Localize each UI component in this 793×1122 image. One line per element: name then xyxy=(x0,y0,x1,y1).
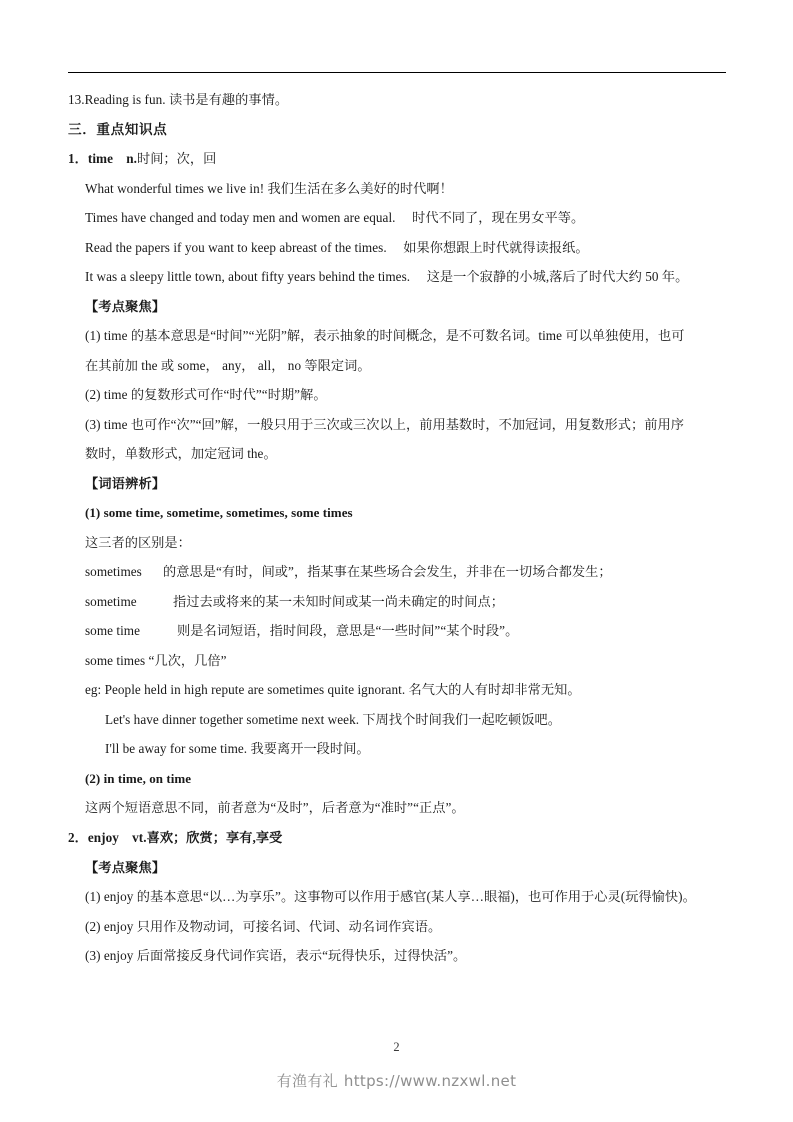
focus-line: 数时，单数形式，加定冠词 the。 xyxy=(85,446,277,461)
focus-line: (3) time 也可作“次”“回”解，一般只用于三次或三次以上，前用基数时，不加冠词，用复数形式；前用序 xyxy=(85,416,684,432)
entry-head-time xyxy=(0,151,793,166)
entry-head-enjoy xyxy=(0,830,793,845)
eg-line: Let's have dinner together sometime next week. 下周找个时间我们一起吃顿饭吧。 xyxy=(105,711,561,727)
page-number: 2 xyxy=(393,1040,400,1054)
list-item-13: 13.Reading is fun. 读书是有趣的事情。 xyxy=(68,92,289,107)
compare-desc: 的意思是“有时，间或”，指某事在某些场合会发生，并非在一切场合都发生； xyxy=(163,564,612,579)
example-sentence: Times have changed and today men and women are equal. 时代不同了，现在男女平等。 xyxy=(85,210,585,225)
watermark-url: https://www.nzxwl.net xyxy=(343,1072,517,1090)
entry-term: 2．enjoy vt. xyxy=(68,829,147,845)
watermark-brand: 有渔有礼 xyxy=(276,1072,338,1090)
entry-gloss: 时间；次，回 xyxy=(136,150,217,166)
compare-intro: 这三者的区别是： xyxy=(85,534,191,550)
compare-term: sometime xyxy=(85,593,137,609)
compare-term: some time xyxy=(85,623,141,638)
compare-title-2: (2) in time, on time xyxy=(85,770,192,786)
compare-row xyxy=(0,594,793,609)
focus-line: (2) time 的复数形式可作“时代”“时期”解。 xyxy=(85,387,327,402)
example-sentence: It was a sleepy little town, about fifty years behind the times. 这是一个寂静的小城,落后了时代大约 50 年。 xyxy=(85,269,689,284)
eg-label: eg: xyxy=(85,682,102,697)
discrimination-heading: 【词语辨析】 xyxy=(85,475,166,491)
eg-line xyxy=(0,682,793,697)
footer-watermark xyxy=(0,1070,793,1091)
compare-row xyxy=(0,564,793,579)
some-times-line: some times “几次，几倍” xyxy=(85,652,227,668)
compare-desc: 则是名词短语，指时间段，意思是“一些时间”“某个时段”。 xyxy=(177,623,519,638)
example-sentence: What wonderful times we live in! 我们生活在多么美好的时代啊！ xyxy=(85,180,453,196)
entry-gloss: 喜欢；欣赏；享有,享受 xyxy=(146,829,283,845)
focus-line: 在其前加 the 或 some， any， all， no 等限定词。 xyxy=(85,357,371,373)
header-rule xyxy=(68,72,726,73)
focus-line: (1) time 的基本意思是“时间”“光阴”解，表示抽象的时间概念，是不可数名词。time 可以单独使用，也可 xyxy=(85,328,685,343)
focus-heading: 【考点聚焦】 xyxy=(85,298,166,314)
compare-title-1: (1) some time, sometime, sometimes, some times xyxy=(85,505,353,520)
eg-line: I'll be away for some time. 我要离开一段时间。 xyxy=(105,741,370,756)
compare-row xyxy=(0,623,793,638)
compare-desc-2: 这两个短语意思不同，前者意为“及时”，后者意为“准时”“正点”。 xyxy=(85,800,465,815)
focus-line: (1) enjoy 的基本意思“以…为享乐”。这事物可以作用于感官(某人享…眼福)，也可作用于心灵(玩得愉快)。 xyxy=(85,889,696,904)
document-content xyxy=(0,92,793,978)
focus-line: (2) enjoy 只用作及物动词，可接名词、代词、动名词作宾语。 xyxy=(85,918,442,934)
eg-text: People held in high repute are sometimes quite ignorant. 名气大的人有时却非常无知。 xyxy=(104,682,581,697)
entry-term: 1．time n. xyxy=(68,150,137,166)
compare-desc: 指过去或将来的某一未知时间或某一尚未确定的时间点； xyxy=(173,593,504,609)
section-heading: 三．重点知识点 xyxy=(68,121,168,137)
example-sentence: Read the papers if you want to keep abreast of the times. 如果你想跟上时代就得读报纸。 xyxy=(85,239,589,255)
focus-heading: 【考点聚焦】 xyxy=(85,859,166,875)
compare-term: sometimes xyxy=(85,564,142,579)
focus-line: (3) enjoy 后面常接反身代词作宾语，表示“玩得快乐，过得快活”。 xyxy=(85,948,467,963)
